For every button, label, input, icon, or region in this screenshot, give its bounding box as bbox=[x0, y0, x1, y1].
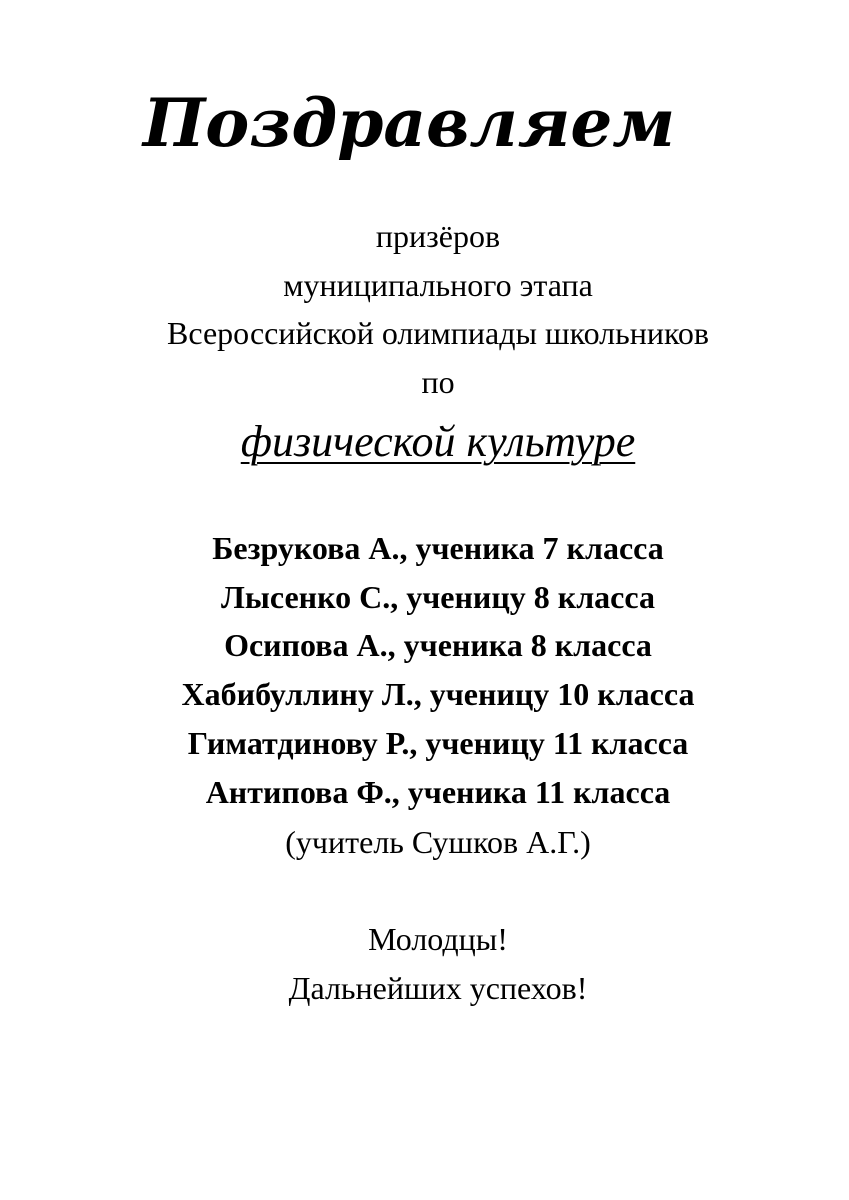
page-title: Поздравляем bbox=[142, 84, 676, 162]
winner-item: Антипова Ф., ученика 11 класса bbox=[205, 773, 671, 810]
winner-item: Гиматдинову Р., ученицу 11 класса bbox=[187, 724, 689, 761]
winner-item: Хабибуллину Л., ученицу 10 класса bbox=[181, 676, 695, 713]
intro-line: муниципального этапа bbox=[283, 266, 593, 303]
winner-item: Безрукова А., ученика 7 класса bbox=[212, 530, 664, 566]
winner-item: Лысенко С., ученицу 8 класса bbox=[221, 578, 655, 615]
closing-line: Молодцы! bbox=[368, 921, 508, 957]
closing-text bbox=[0, 915, 849, 1013]
winners-list bbox=[0, 524, 849, 816]
closing-line: Дальнейших успехов! bbox=[288, 970, 588, 1006]
teacher-note: (учитель Сушков А.Г.) bbox=[285, 824, 591, 860]
winner-item: Осипова А., ученика 8 класса bbox=[224, 627, 652, 664]
intro-line: Всероссийской олимпиады школьников bbox=[167, 315, 709, 352]
intro-line: по bbox=[421, 364, 455, 401]
subject-heading bbox=[0, 412, 849, 472]
intro-line: призёров bbox=[375, 218, 501, 254]
intro-text bbox=[0, 212, 849, 407]
subject-text: физической культуре bbox=[240, 417, 636, 466]
